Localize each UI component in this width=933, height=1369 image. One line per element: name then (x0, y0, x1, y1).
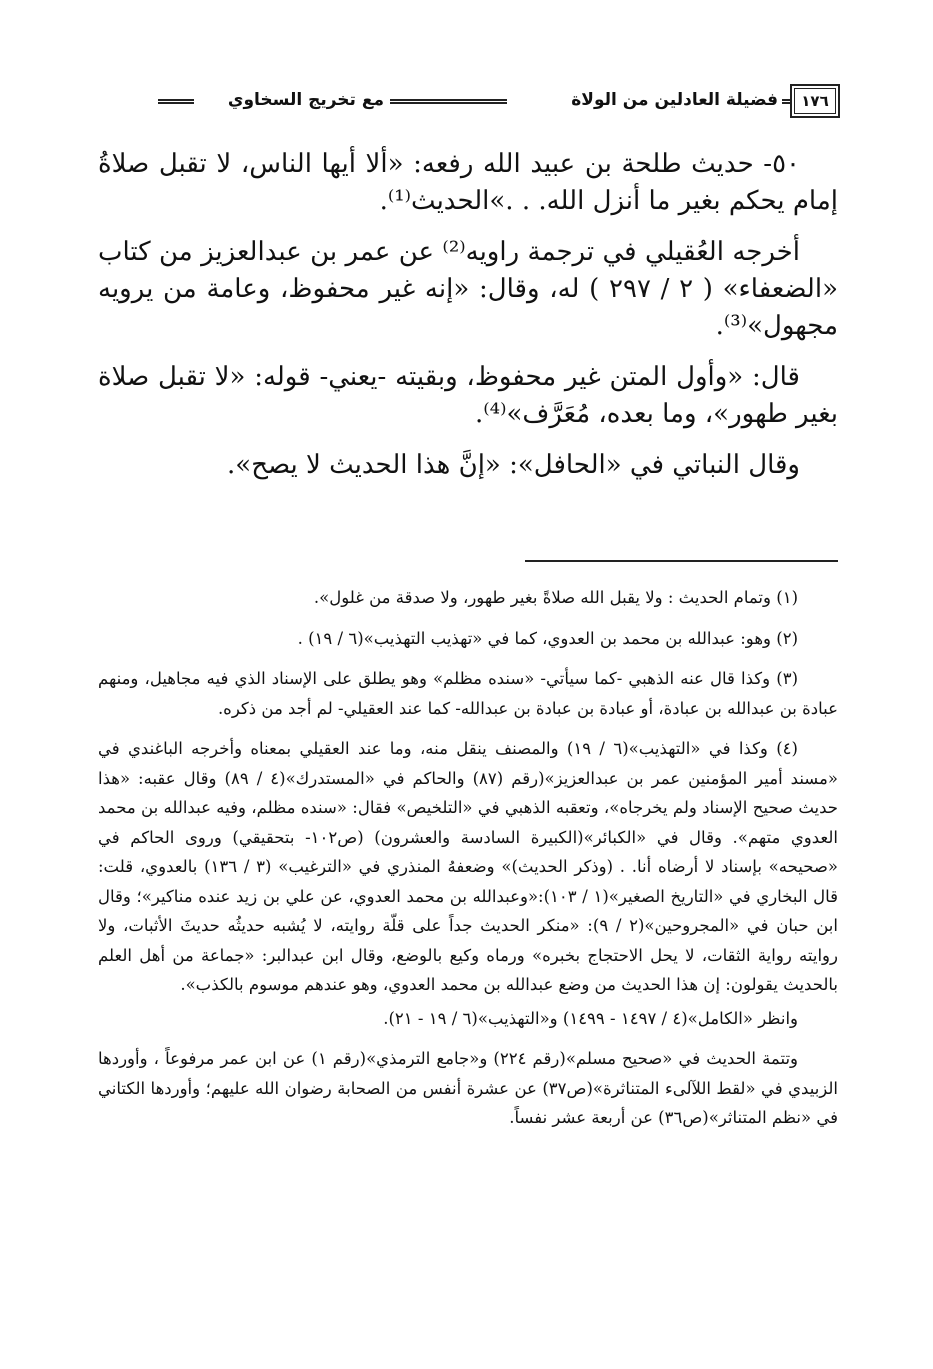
running-header (95, 80, 840, 120)
header-rule (782, 99, 792, 104)
book-title: فضيلة العادلين من الولاة (571, 90, 778, 110)
footnote-4-see-also: وانظر «الكامل»(٤ / ١٤٩٧ - ١٤٩٩) و«التهذيب»(٦ / ١٩ - ٢١). (383, 1008, 798, 1028)
paragraph-takhrij: أخرجه العُقيلي في ترجمة راويه⁽²⁾ عن عمر بن عبدالعزيز من كتاب «الضعفاء» ( ٢ / ٢٩٧ ) له، وقال: «إنه غير محفوظ، وعامة من يرويه مجهول»⁽³⁾. (98, 237, 838, 341)
footnote-1: (١) وتمام الحديث : ولا يقبل الله صلاةً بغير طهور، ولا صدقة من غلول». (313, 588, 798, 607)
footnote-divider (525, 560, 838, 562)
footnotes (98, 583, 838, 1144)
footnote-hadith-completion: وتتمة الحديث في «صحيح مسلم»(رقم ٢٢٤) و«جامع الترمذي»(رقم ١) عن ابن عمر مرفوعاً ، وأوردها الزبيدي في «لقط اللآلىء المتناثرة»(ص٣٧) عن عشرة أنفس من الصحابة رضوان الله عليهم؛ وأوردها الكتاني في «نظم المتناثر»(ص٣٦) عن أربعة عشر نفساً. (98, 1049, 838, 1127)
header-rule (158, 99, 194, 104)
paragraph-hadith: ٥٠- حديث طلحة بن عبيد الله رفعه: «ألا أيها الناس، لا تقبل صلاةُ إمام يحكم بغير ما أنزل الله. . .»الحديث⁽¹⁾. (98, 149, 838, 216)
footnote-2: (٢) وهو: عبدالله بن محمد بن العدوي، كما في «تهذيب التهذيب»(٦ / ١٩) . (297, 628, 798, 648)
header-subtitle: مع تخريج السخاوي (227, 90, 384, 110)
footnote-4: (٤) وكذا في «التهذيب»(٦ / ١٩) والمصنف ينقل منه، وما عند العقيلي بمعناه وأخرجه الباغندي في «مسند أمير المؤمنين عمر بن عبدالعزيز»(رقم (٨٧) والحاكم في «المستدرك»(٤ / ٨٩) وقال عقبه: «هذا حديث صحيح الإسناد ولم يخرجاه»، وتعقبه الذهبي في «التلخيص» فقال: «سنده مظلم، وفيه عبدالله بن محمد العدوي متهم». وقال في «الكبائر»(الكبيرة السادسة والعشرون) (ص١٠٢- بتحقيقي) وروى الحاكم في «صحيحه» بإسناد لا أرضاه أنا. . (وذكر الحديث)» وضعفهُ المنذري في «الترغيب» (٣ / ١٣٦) بالعدوي، قلت: قال البخاري في «التاريخ الصغير»(١ / ١٠٣):«وعبدالله بن محمد العدوي، عن علي بن زيد عنده مناكير»؛ وقال ابن حبان في «المجروحين»(٢ / ٩): «منكر الحديث جداً على قلّة روايته، لا يُشبه حديثُه حديثَ الأثبات، ولا روايته رواية الثقات، لا يحل الاحتجاج بخبره» ورماه وكيع بالوضع، وقال ابن عبدالبر: «جماعة من أهل العلم بالحديث يقولون: إن هذا الحديث من وضع عبدالله بن محمد العدوي، وهو عندهم موسوم بالكذب». (98, 739, 838, 994)
page-number: ١٧٦ (790, 84, 840, 118)
footnote-3: (٣) وكذا قال عنه الذهبي -كما سيأتي- «سنده مظلم» وهو يطلق على الإسناد الذي فيه مجاهيل، ومنهم عبادة بن عبدالله بن عبادة، أو عبادة بن عبادة بن عبدالله- كما عند العقيلي- لم أجد من ذكره. (98, 669, 838, 718)
main-text (98, 146, 838, 498)
paragraph-nabati: وقال النباتي في «الحافل»: «إنَّ هذا الحديث لا يصح». (227, 450, 800, 480)
paragraph-qala: قال: «وأول المتن غير محفوظ، وبقيته -يعني- قوله: «لا تقبل صلاة بغير طهور»، وما بعده، مُعَرَّف»⁽⁴⁾. (98, 362, 838, 429)
header-rule (390, 99, 507, 104)
